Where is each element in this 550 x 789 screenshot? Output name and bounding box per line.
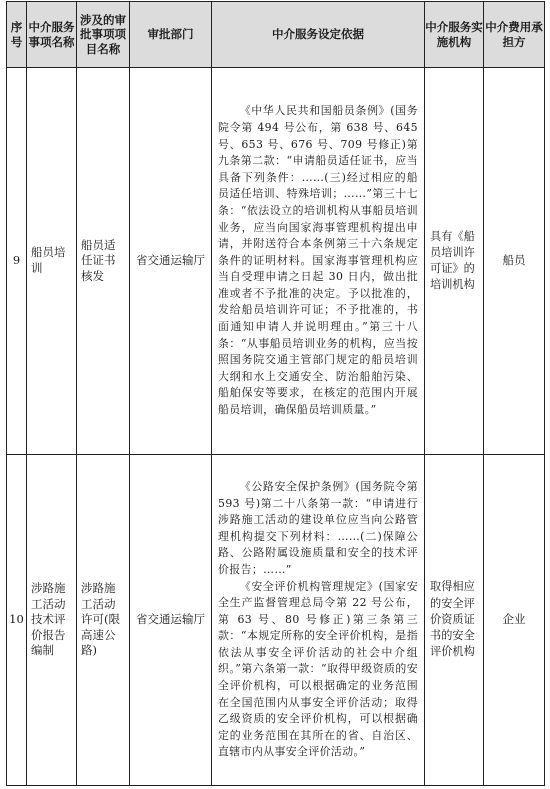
row-dept: 省交通运输厅 (130, 455, 212, 786)
basis-paragraph: 《安全评价机构管理规定》(国家安全生产监督管理总局令第 22 号公布，第 63 号、80 号修正)第三条第三款：“本规定所称的安全评价机构，是指依法从事安全评价活动的社会中介组织。”第六条第一款：“取得甲级资质的安全评价机构，可以根据确定的业务范围在全国范围内从事安全评价活动；取得乙级资质的安全评价机构，可以根据确定的业务范围在其所在的省、自治区、直辖市内从事安全评价活动。” (218, 579, 418, 759)
header-item: 涉及的审批事项项目名称 (77, 2, 130, 68)
row-basis (212, 455, 425, 786)
header-basis: 中介服务设定依据 (212, 2, 425, 68)
basis-paragraph: 《中华人民共和国船员条例》(国务院令第 494 号公布，第 638 号、645 号、653 号、676 号、709 号修正)第九条第二款：“申请船员适任证书，应当具备下列条件：……(三)经过相应的船员适任培训、特殊培训；……”第三十七条：“依法设立的培训机构从事船员培训业务，应当向国家海事管理机构提出申请，并附送符合本条例第三十六条规定条件的证明材料。国家海事管理机构应当自受理申请之日起 30 日内，做出批准或者不予批准的决定。予以批准的，发给船员培训许可证；不予批准的，书面通知申请人并说明理由。”第三十八条：“从事船员培训业务的机构，应当按照国务院交通主管部门规定的船员培训大纲和水上交通安全、防治船舶污染、船舶保安等要求，在核定的范围内开展船员培训，确保船员培训质量。” (218, 104, 418, 417)
header-row (7, 2, 545, 68)
basis-paragraph: 《公路安全保护条例》(国务院令第 593 号)第二十八条第一款：“申请进行涉路施工活动的建设单位应当向公路管理机构提交下列材料：……(二)保障公路、公路附属设施质量和安全的技术评价报告；……” (218, 479, 418, 576)
table-row (7, 68, 545, 455)
header-name: 中介服务事项名称 (27, 2, 77, 68)
row-payer: 企业 (484, 455, 545, 786)
header-payer: 中介费用承担方 (484, 2, 545, 68)
row-dept: 省交通运输厅 (130, 68, 212, 455)
header-dept: 审批部门 (130, 2, 212, 68)
row-service-name: 船员培训 (27, 68, 77, 455)
row-approval-item: 涉路施工活动许可(限高速公路) (77, 455, 130, 786)
row-seq: 9 (7, 68, 27, 455)
row-payer: 船员 (484, 68, 545, 455)
row-approval-item: 船员适任证书核发 (77, 68, 130, 455)
table-row (7, 455, 545, 786)
service-table (6, 1, 545, 786)
row-basis (212, 68, 425, 455)
row-seq: 10 (7, 455, 27, 786)
row-agency: 取得相应的安全评价资质证书的安全评价机构 (425, 455, 484, 786)
row-agency: 具有《船员培训许可证》的培训机构 (425, 68, 484, 455)
header-agency: 中介服务实施机构 (425, 2, 484, 68)
header-seq: 序号 (7, 2, 27, 68)
row-service-name: 涉路施工活动技术评价报告编制 (27, 455, 77, 786)
